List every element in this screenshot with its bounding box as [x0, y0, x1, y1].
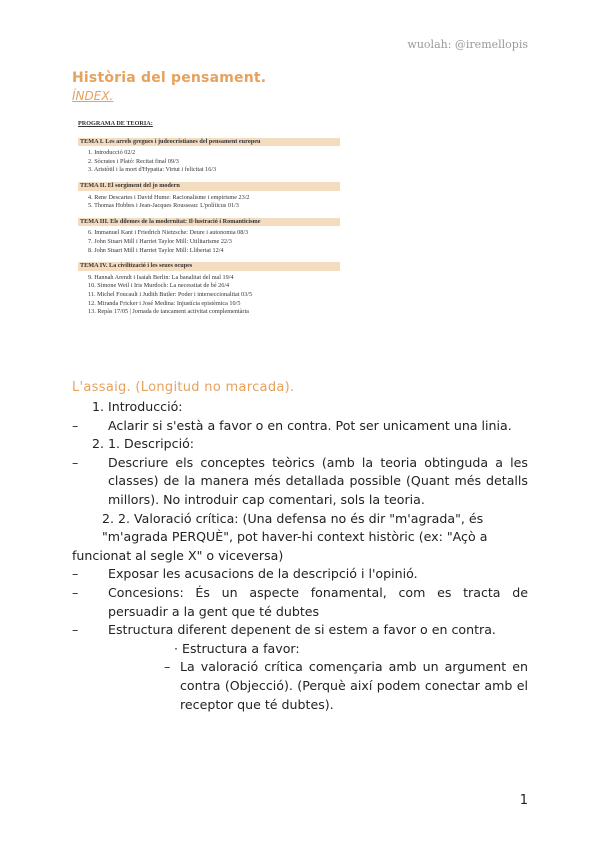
theme-item: 3. Aristòtil i la mort d'Hypatia: Virtut i felicitat 16/3 — [88, 166, 217, 174]
theme-item: 12. Miranda Fricker i José Medina: Injustícia epistèmica 10/5 — [88, 299, 241, 307]
theme-item-list — [78, 149, 340, 175]
theme-item: 10. Simone Weil i Iris Murdoch: La necessitat de bé 26/4 — [88, 282, 230, 290]
numbered-item-valoracio — [72, 510, 528, 566]
valoracio-line: 2. 2. Valoració crítica: (Una defensa no és dir "m'agrada", és — [102, 510, 484, 526]
dash-item-text: Estructura diferent depenent de si estem a favor o en contra. — [108, 622, 496, 638]
dash-item — [72, 565, 528, 584]
valoracio-line: "m'agrada PERQUÈ", pot haver-hi context històric (ex: "Açò a — [102, 529, 488, 545]
theme-item: 11. Michel Foucault i Judith Butler: Poder i interseccionalitat 03/5 — [88, 290, 253, 298]
watermark: wuolah: @iremellopis — [407, 38, 528, 51]
sub-bullet-item: · Estructura a favor: — [174, 640, 300, 656]
dash-item-text: Descriure els conceptes teòrics (amb la teoria obtinguda a les classes) de la manera més detallada possible (Quant més detalls millors). No introduir cap comentari, sols la teoria. — [108, 454, 528, 507]
theme-item: 1. Introducció 02/2 — [88, 149, 136, 157]
theme-item: 8. John Stuart Mill i Harriet Taylor Mill: Llibertat 12/4 — [88, 246, 224, 254]
dash-marker: – — [72, 454, 79, 470]
index-heading: ÍNDEX. — [72, 89, 114, 103]
essay-heading: L'assaig. (Longitud no marcada). — [72, 380, 295, 395]
theme-item-list — [78, 274, 340, 317]
theme-heading: TEMA III. Els dilemes de la modernitat: Il·lustració i Romanticisme — [78, 218, 340, 227]
theme-item: 7. John Stuart Mill i Harriet Taylor Mill: Utilitarisme 22/3 — [88, 237, 232, 245]
theme-item-list — [78, 194, 340, 211]
dash-item-text: Concesions: És un aspecte fonamental, com es tracta de persuadir a la gent que té dubtes — [108, 584, 528, 619]
page-number: 1 — [519, 793, 528, 808]
dash-marker: – — [72, 622, 79, 638]
program-screenshot — [78, 120, 340, 317]
dash-item-text: Aclarir si s'està a favor o en contra. Pot ser unicament una linia. — [108, 417, 512, 433]
dash-item — [72, 417, 528, 436]
program-title: PROGRAMA DE TEORIA: — [78, 120, 153, 127]
document-title: Història del pensament. — [72, 70, 267, 86]
essay-content — [72, 398, 528, 714]
theme-item: 9. Hannah Arendt i Isaiah Berlin: La banalitat del mal 19/4 — [88, 273, 234, 281]
theme-heading: TEMA IV. La civilització i les seues ocupes — [78, 262, 340, 271]
numbered-item-descripcio: 2. 1. Descripció: — [92, 436, 195, 452]
dash-marker: – — [72, 584, 79, 600]
dash-marker: – — [164, 659, 171, 675]
nested-dash-item — [72, 658, 528, 714]
theme-item: 6. Immanuel Kant i Friedrich Nietzsche: Deure i autonomia 08/3 — [88, 229, 249, 237]
dash-item — [72, 584, 528, 621]
valoracio-line: funcionat al segle X" o viceversa) — [72, 547, 284, 563]
theme-item: 5. Thomas Hobbes i Jean-Jacques Rousseau: L'políticus 01/3 — [88, 202, 239, 210]
dash-marker: – — [72, 566, 79, 582]
theme-item: 13. Repàs 17/05 | Jornada de tancament activitat complementària — [88, 308, 249, 316]
theme-item: 4. Rene Descartes i David Hume: Racionalisme i empirisme 23/2 — [88, 193, 250, 201]
dash-item-text: Exposar les acusacions de la descripció i l'opinió. — [108, 566, 418, 582]
dash-item — [72, 454, 528, 510]
theme-heading: TEMA I. Les arrels gregues i judeocristianes del pensament europeu — [78, 138, 340, 147]
dash-item-text: La valoració crítica començaria amb un argument en contra (Objecció). (Perquè així podem conectar amb el receptor que té dubtes). — [180, 659, 528, 712]
dash-marker: – — [72, 417, 79, 433]
theme-item-list — [78, 229, 340, 255]
dash-item — [72, 621, 528, 640]
numbered-item-introduccio: 1. Introducció: — [92, 399, 183, 414]
theme-item: 2. Sòcrates i Plató: Recitat final 09/3 — [88, 157, 179, 165]
theme-heading: TEMA II. El sorgiment del jo modern — [78, 182, 340, 191]
